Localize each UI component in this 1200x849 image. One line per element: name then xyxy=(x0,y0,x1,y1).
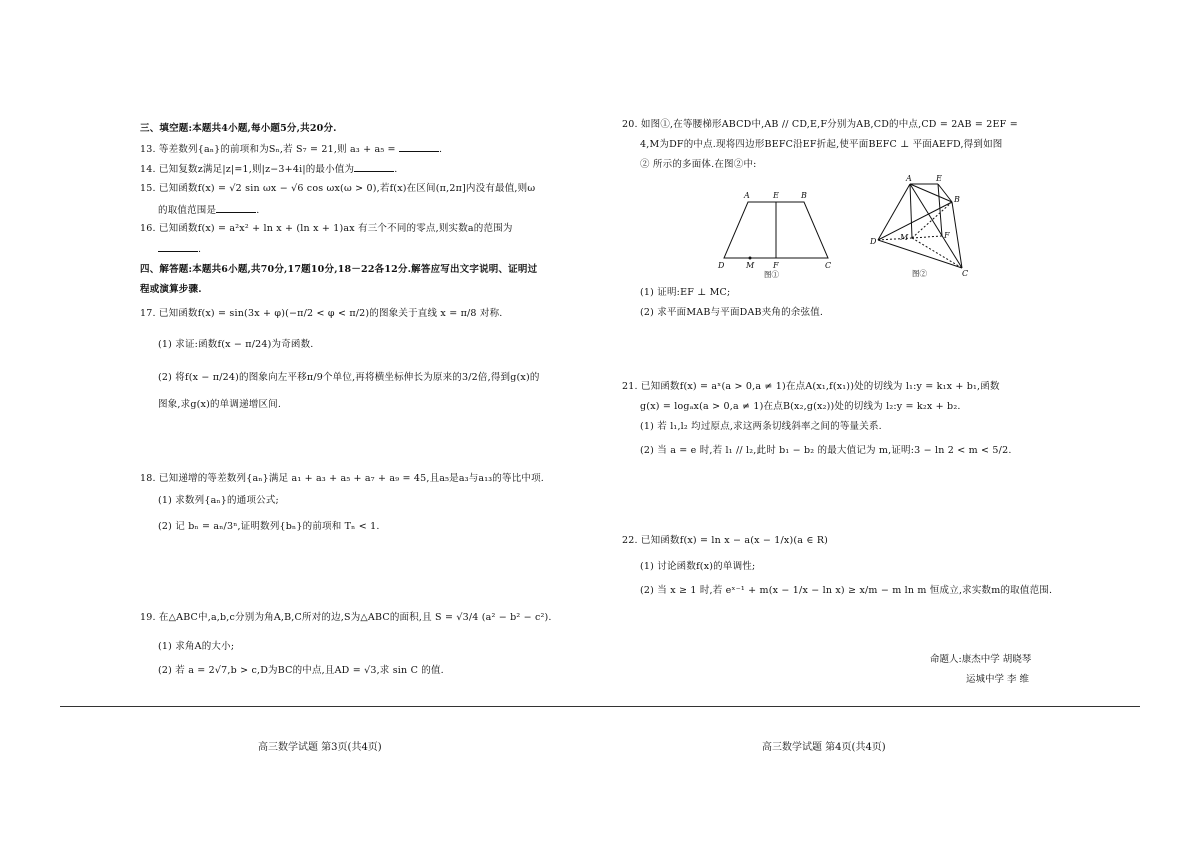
author-credit-2: 运城中学 李 维 xyxy=(966,674,1030,685)
page-divider xyxy=(60,706,1140,707)
question-16-blank: . xyxy=(140,242,201,257)
label-f: F xyxy=(773,261,779,270)
label-c: C xyxy=(962,269,969,278)
question-19-part-2: (2) 若 a = 2√7,b > c,D为BC的中点,且AD = √3,求 sin C 的值. xyxy=(158,665,444,676)
question-14: 14. 已知复数z满足|z|=1,则|z−3+4i|的最小值为 . xyxy=(140,164,398,175)
question-20-part-2: (2) 求平面MAB与平面DAB夹角的余弦值. xyxy=(640,307,824,318)
question-13: 13. 等差数列{aₙ}的前项和为Sₙ,若 S₇ = 21,则 a₃ + a₅ = . xyxy=(140,144,443,155)
question-18: 18. 已知递增的等差数列{aₙ}满足 a₁ + a₃ + a₅ + a₇ + a₉ = 45,且a₅是a₃与a₁₃的等比中项. xyxy=(140,473,545,484)
point-m xyxy=(749,257,752,260)
answer-blank xyxy=(216,203,256,213)
label-d: D xyxy=(718,261,725,270)
question-19-part-1: (1) 求角A的大小; xyxy=(158,641,235,652)
label-c: C xyxy=(825,261,832,270)
section4-title-cont: 程或演算步骤. xyxy=(140,284,202,295)
section3-title: 三、填空题:本题共4小题,每小题5分,共20分. xyxy=(140,123,337,134)
question-17-part-1: (1) 求证:函数f(x − π/24)为奇函数. xyxy=(158,339,314,350)
question-22-part-1: (1) 讨论函数f(x)的单调性; xyxy=(640,561,756,572)
footer-page-3: 高三数学试题 第3页(共4页) xyxy=(258,742,382,753)
answer-blank xyxy=(354,162,394,172)
label-m: M xyxy=(900,233,909,242)
figure-1-trapezoid xyxy=(712,188,840,280)
question-20-cont-1: 4,M为DF的中点.现将四边形BEFC沿EF折起,使平面BEFC ⊥ 平面AEFD,得到如图 xyxy=(640,139,1003,150)
answer-blank xyxy=(399,142,439,152)
label-a: A xyxy=(906,174,912,183)
question-15: 15. 已知函数f(x) = √2 sin ωx − √6 cos ωx(ω > 0),若f(x)在区间(π,2π]内没有最值,则ω xyxy=(140,183,536,194)
question-14-text: 14. 已知复数z满足|z|=1,则|z−3+4i|的最小值为 xyxy=(140,164,355,175)
question-18-part-1: (1) 求数列{aₙ}的通项公式; xyxy=(158,495,279,506)
question-21: 21. 已知函数f(x) = aˣ(a > 0,a ≠ 1)在点A(x₁,f(x₁))处的切线为 l₁:y = k₁x + b₁,函数 xyxy=(622,381,1000,392)
question-20-cont-2: ② 所示的多面体.在图②中: xyxy=(640,159,757,170)
question-21-part-2: (2) 当 a = e 时,若 l₁ // l₂,此时 b₁ − b₂ 的最大值记为 m,证明:3 − ln 2 < m < 5/2. xyxy=(640,445,1012,456)
question-22-part-2: (2) 当 x ≥ 1 时,若 eˣ⁻¹ + m(x − 1/x − ln x) ≥ x/m − m ln m 恒成立,求实数m的取值范围. xyxy=(640,585,1053,596)
label-b: B xyxy=(954,195,960,204)
question-13-text: 13. 等差数列{aₙ}的前项和为Sₙ,若 S₇ = 21,则 a₃ + a₅ = xyxy=(140,144,396,155)
question-17: 17. 已知函数f(x) = sin(3x + φ)(−π/2 < φ < π/2)的图象关于直线 x = π/8 对称. xyxy=(140,308,503,319)
answer-blank xyxy=(158,242,198,252)
question-15-cont: 的取值范围是 . xyxy=(158,205,260,216)
label-e: E xyxy=(773,191,779,200)
question-16: 16. 已知函数f(x) = a²x² + ln x + (ln x + 1)ax 有三个不同的零点,则实数a的范围为 xyxy=(140,223,513,234)
question-20-part-1: (1) 证明:EF ⊥ MC; xyxy=(640,287,731,298)
figure-2-caption: 图② xyxy=(912,269,927,278)
footer-page-4: 高三数学试题 第4页(共4页) xyxy=(762,742,886,753)
label-e: E xyxy=(936,174,942,183)
figure-1-caption: 图① xyxy=(764,270,779,279)
section4-title: 四、解答题:本题共6小题,共70分,17题10分,18－22各12分.解答应写出文字说明、证明过 xyxy=(140,264,538,275)
label-m: M xyxy=(746,261,755,270)
figure-2-polyhedron xyxy=(866,172,976,282)
question-17-part-2: (2) 将f(x − π/24)的图象向左平移π/9个单位,再将横坐标伸长为原来的3/2倍,得到g(x)的 xyxy=(158,372,540,383)
author-credit-1: 命题人:康杰中学 胡晓琴 xyxy=(930,654,1032,665)
question-22: 22. 已知函数f(x) = ln x − a(x − 1/x)(a ∈ R) xyxy=(622,535,829,546)
question-17-part-2-cont: 图象,求g(x)的单调递增区间. xyxy=(158,399,282,410)
label-a: A xyxy=(744,191,750,200)
label-f: F xyxy=(944,231,950,240)
question-15-cont-text: 的取值范围是 xyxy=(158,205,217,216)
question-21-cont: g(x) = logₐx(a > 0,a ≠ 1)在点B(x₂,g(x₂))处的切线为 l₂:y = k₂x + b₂. xyxy=(640,401,961,412)
question-18-part-2: (2) 记 bₙ = aₙ/3ⁿ,证明数列{bₙ}的前项和 Tₙ < 1. xyxy=(158,521,380,532)
question-21-part-1: (1) 若 l₁,l₂ 均过原点,求这两条切线斜率之间的等量关系. xyxy=(640,421,882,432)
question-19: 19. 在△ABC中,a,b,c分别为角A,B,C所对的边,S为△ABC的面积,且 S = √3/4 (a² − b² − c²). xyxy=(140,612,552,623)
question-20: 20. 如图①,在等腰梯形ABCD中,AB // CD,E,F分别为AB,CD的中点,CD = 2AB = 2EF = xyxy=(622,119,1018,130)
label-b: B xyxy=(801,191,807,200)
label-d: D xyxy=(870,237,877,246)
